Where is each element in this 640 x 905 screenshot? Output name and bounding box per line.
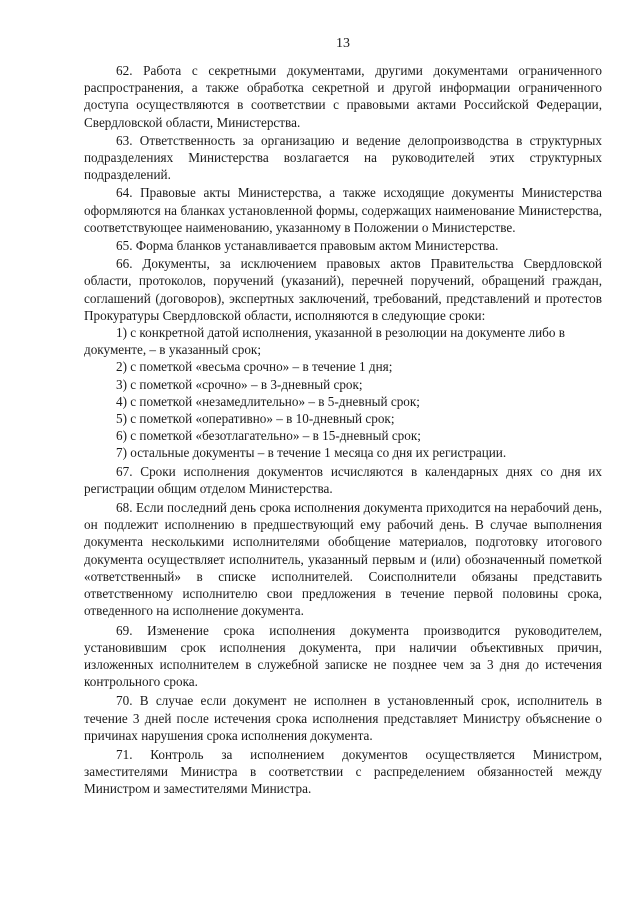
page-number: 13 — [336, 36, 350, 51]
paragraph-62: 62. Работа с секретными документами, другими документами ограниченного распространения, а также обработка секретной и другой информации ограниченного доступа осуществляются в соответствии с правовыми актами Российской Федерации, Свердловской области, Министерства. — [84, 63, 602, 130]
paragraph-70: 70. В случае если документ не исполнен в установленный срок, исполнитель в течение 3 дней после истечения срока исполнения представляет Министру объяснение о причинах нарушения срока исполнения документа. — [84, 693, 602, 743]
paragraph-63: 63. Ответственность за организацию и ведение делопроизводства в структурных подразделениях Министерства возлагается на руководителей этих структурных подразделений. — [84, 132, 602, 183]
paragraph-68: 68. Если последний день срока исполнения документа приходится на нерабочий день, он подлежит исполнению в предшествующий ему рабочий день. В случае выполнения документа несколькими исполнителями обобщение материалов, подготовку итогового документа осуществляет исполнитель, указанный первым и (или) обозначенный пометкой «ответственный» в списке исполнителей. Соисполнители обязаны представить ответственному исполнителю свои предложения в течение первой половины срока, отведенного на исполнение документа. — [84, 500, 602, 619]
paragraph-71: 71. Контроль за исполнением документов осуществляется Министром, заместителями Министра в соответствии с распределением обязанностей между Министром и заместителями Министра. — [84, 746, 602, 797]
paragraph-65: 65. Форма бланков устанавливается правовым актом Министерства. — [116, 238, 499, 254]
document-body — [84, 62, 602, 798]
list-item: 4) с пометкой «незамедлительно» – в 5-дневный срок; — [116, 393, 420, 409]
list-item: 1) с конкретной датой исполнения, указанной в резолюции на документе либо в документе, – в указанный срок; — [84, 325, 566, 358]
list-item: 5) с пометкой «оперативно» – в 10-дневный срок; — [116, 411, 395, 427]
list-item: 3) с пометкой «срочно» – в 3-дневный срок; — [116, 376, 363, 392]
list-item: 2) с пометкой «весьма срочно» – в течение 1 дня; — [116, 359, 393, 375]
list-item: 7) остальные документы – в течение 1 месяца со дня их регистрации. — [116, 445, 507, 461]
paragraph-66: 66. Документы, за исключением правовых актов Правительства Свердловской области, протоколов, поручений (указаний), перечней поручений, обращений граждан, соглашений (договоров), экспертных заключений, требований, представлений и протестов Прокуратуры Свердловской области, исполняются в следующие сроки: — [84, 256, 602, 323]
paragraph-69: 69. Изменение срока исполнения документа производится руководителем, установившим срок исполнения документа, при наличии объективных причин, изложенных исполнителем в служебной записке не позднее чем за 3 дня до истечения контрольного срока. — [84, 622, 602, 690]
paragraph-64: 64. Правовые акты Министерства, а также исходящие документы Министерства оформляются на бланках установленной формы, содержащих наименование Министерства, соответствующее наименованию, указанному в Положении о Министерстве. — [84, 185, 602, 235]
list-item: 6) с пометкой «безотлагательно» – в 15-дневный срок; — [116, 428, 421, 444]
deadline-list — [84, 324, 602, 462]
paragraph-67: 67. Сроки исполнения документов исчисляются в календарных днях со дня их регистрации общим отделом Министерства. — [84, 463, 602, 496]
